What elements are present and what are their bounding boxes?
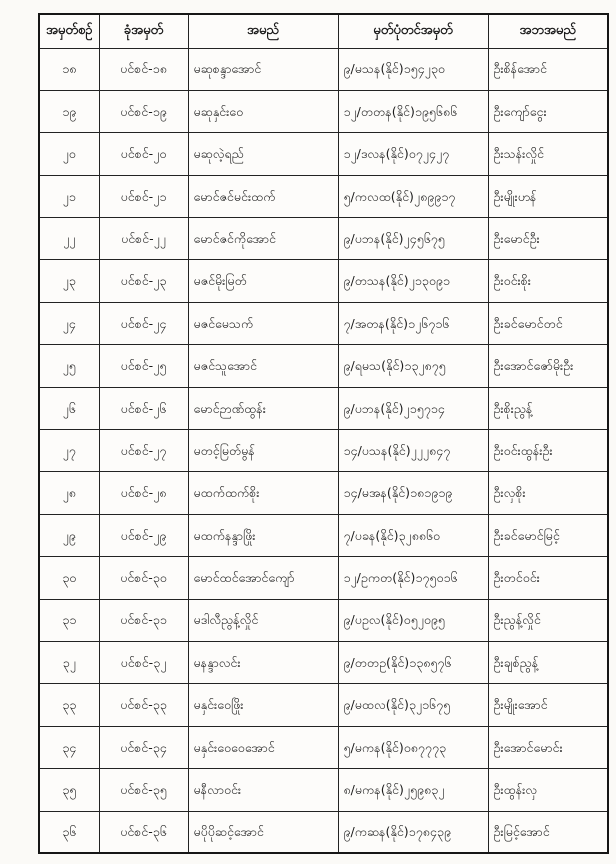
registration-number-cell: ၁၄/ပသန(နိုင်)၂၂၂၈၄၇ (338, 430, 488, 472)
name-cell: မဆုလဲ့ရည် (188, 133, 338, 175)
name-cell: မပိုပိုဆင့်အောင် (188, 811, 338, 853)
registration-number-cell: ၈/မကန(နိုင်)၂၅၉၈၃၂ (338, 769, 488, 811)
father-name-cell: ဦးတင်ဝင်း (488, 557, 608, 599)
name-cell: မနန္ဒာလင်း (188, 641, 338, 683)
seat-number-cell: ပင်စင်-၃၃ (99, 684, 188, 726)
serial-cell: ၂၁ (39, 175, 99, 217)
name-cell: မဆုနှင်းဝေ (188, 90, 338, 132)
serial-cell: ၃၃ (39, 684, 99, 726)
registration-number-cell: ၉/တတဥ(နိုင်)၁၃၈၅၇၆ (338, 641, 488, 683)
father-name-cell: ဦးခင်မောင်မြင့် (488, 514, 608, 556)
seat-number-cell: ပင်စင်-၁၉ (99, 90, 188, 132)
serial-cell: ၁၈ (39, 48, 99, 90)
table-row (39, 175, 608, 217)
registration-number-cell: ၉/မထလ(နိုင်)၃၂၁၆၇၅ (338, 684, 488, 726)
column-header-serial: အမှတ်စဉ် (39, 14, 99, 48)
father-name-cell: ဦးစိုးညွန့် (488, 387, 608, 429)
serial-cell: ၂၅ (39, 345, 99, 387)
name-cell: မနှင်းဝေဖြိုး (188, 684, 338, 726)
serial-cell: ၃၁ (39, 599, 99, 641)
column-header-name: အမည် (188, 14, 338, 48)
table-row (39, 345, 608, 387)
column-header-seat-number: ခုံအမှတ် (99, 14, 188, 48)
serial-cell: ၃၀ (39, 557, 99, 599)
name-cell: မောင်ဉာဏ်ထွန်း (188, 387, 338, 429)
seat-number-cell: ပင်စင်-၂၀ (99, 133, 188, 175)
table-row (39, 218, 608, 260)
registration-number-cell: ၁၂/ဒလန(နိုင်)၀၇၂၄၂၇ (338, 133, 488, 175)
serial-cell: ၂၈ (39, 472, 99, 514)
father-name-cell: ဦးချစ်ညွန့် (488, 641, 608, 683)
table-row (39, 260, 608, 302)
serial-cell: ၂၉ (39, 514, 99, 556)
name-cell: မနှင်းဝေဝေအောင် (188, 726, 338, 768)
seat-number-cell: ပင်စင်-၃၀ (99, 557, 188, 599)
registration-number-cell: ၉/ပဥလ(နိုင်)၀၅၂၀၉၅ (338, 599, 488, 641)
seat-number-cell: ပင်စင်-၂၂ (99, 218, 188, 260)
father-name-cell: ဦးအောင်မောင်း (488, 726, 608, 768)
serial-cell: ၂၆ (39, 387, 99, 429)
seat-number-cell: ပင်စင်-၃၅ (99, 769, 188, 811)
seat-number-cell: ပင်စင်-၃၄ (99, 726, 188, 768)
father-name-cell: ဦးအောင်ဇော်မိုးဦး (488, 345, 608, 387)
father-name-cell: ဦးစိန်အောင် (488, 48, 608, 90)
registration-number-cell: ၇/အတန(နိုင်)၁၂၆၇၁၆ (338, 302, 488, 344)
table-row (39, 557, 608, 599)
seat-number-cell: ပင်စင်-၂၈ (99, 472, 188, 514)
father-name-cell: ဦးထွန်းလှ (488, 769, 608, 811)
table-row (39, 90, 608, 132)
registration-number-cell: ၁၂/ဥကတ(နိုင်)၁၇၅၀၁၆ (338, 557, 488, 599)
father-name-cell: ဦးဝင်းထွန်းဦး (488, 430, 608, 472)
roll-list-table (38, 13, 609, 854)
name-cell: မောင်ဇင်ကိုအောင် (188, 218, 338, 260)
registration-number-cell: ၇/ပခန(နိုင်)၃၂၈၈၆၀ (338, 514, 488, 556)
registration-number-cell: ၉/ကဆန(နိုင်)၁၇၈၄၃၉ (338, 811, 488, 853)
serial-cell: ၂၇ (39, 430, 99, 472)
serial-cell: ၃၅ (39, 769, 99, 811)
father-name-cell: ဦးမောင်ဦး (488, 218, 608, 260)
table-row (39, 302, 608, 344)
seat-number-cell: ပင်စင်-၁၈ (99, 48, 188, 90)
column-header-registration-number: မှတ်ပုံတင်အမှတ် (338, 14, 488, 48)
seat-number-cell: ပင်စင်-၂၄ (99, 302, 188, 344)
name-cell: မတင့်မြတ်မွန် (188, 430, 338, 472)
name-cell: မဆုစန္ဒာအောင် (188, 48, 338, 90)
seat-number-cell: ပင်စင်-၂၆ (99, 387, 188, 429)
name-cell: မထက်နန္ဒာဖြိုး (188, 514, 338, 556)
serial-cell: ၂၄ (39, 302, 99, 344)
registration-number-cell: ၅/ကလထ(နိုင်)၂၈၉၉၁၇ (338, 175, 488, 217)
registration-number-cell: ၁၂/တတန(နိုင်)၁၉၅၆၈၆ (338, 90, 488, 132)
table-row (39, 430, 608, 472)
table-row (39, 599, 608, 641)
seat-number-cell: ပင်စင်-၂၅ (99, 345, 188, 387)
registration-number-cell: ၉/ရမသ(နိုင်)၁၃၂၈၇၅ (338, 345, 488, 387)
serial-cell: ၂၃ (39, 260, 99, 302)
father-name-cell: ဦးလှစိုး (488, 472, 608, 514)
registration-number-cell: ၉/ပဘန(နိုင်)၂၄၅၆၇၅ (338, 218, 488, 260)
name-cell: မဇင်မေသက် (188, 302, 338, 344)
seat-number-cell: ပင်စင်-၂၇ (99, 430, 188, 472)
serial-cell: ၃၆ (39, 811, 99, 853)
seat-number-cell: ပင်စင်-၃၂ (99, 641, 188, 683)
registration-number-cell: ၉/မသန(နိုင်)၁၅၄၂၃၀ (338, 48, 488, 90)
registration-number-cell: ၉/ပဘန(နိုင်)၂၁၅၇၁၄ (338, 387, 488, 429)
table-row (39, 684, 608, 726)
father-name-cell: ဦးမြင့်အောင် (488, 811, 608, 853)
table-row (39, 133, 608, 175)
serial-cell: ၂၂ (39, 218, 99, 260)
table-row (39, 641, 608, 683)
seat-number-cell: ပင်စင်-၃၆ (99, 811, 188, 853)
seat-number-cell: ပင်စင်-၂၃ (99, 260, 188, 302)
table-row (39, 48, 608, 90)
seat-number-cell: ပင်စင်-၂၉ (99, 514, 188, 556)
name-cell: မထက်ထက်စိုး (188, 472, 338, 514)
table-row (39, 514, 608, 556)
column-header-father-name: အဘအမည် (488, 14, 608, 48)
table-header-row (39, 14, 608, 48)
table-row (39, 726, 608, 768)
father-name-cell: ဦးခင်မောင်တင် (488, 302, 608, 344)
serial-cell: ၃၂ (39, 641, 99, 683)
table-row (39, 472, 608, 514)
table-row (39, 769, 608, 811)
father-name-cell: ဦးမျိုးအောင် (488, 684, 608, 726)
father-name-cell: ဦးဝင်းစိုး (488, 260, 608, 302)
name-cell: မနီလာဝင်း (188, 769, 338, 811)
table-row (39, 811, 608, 853)
seat-number-cell: ပင်စင်-၂၁ (99, 175, 188, 217)
registration-number-cell: ၁၄/မအန(နိုင်)၁၈၁၉၁၉ (338, 472, 488, 514)
father-name-cell: ဦးသန်းလှိုင် (488, 133, 608, 175)
serial-cell: ၃၄ (39, 726, 99, 768)
name-cell: မဒါလီညွန့်လှိုင် (188, 599, 338, 641)
name-cell: မဇင်သူအောင် (188, 345, 338, 387)
father-name-cell: ဦးကျော်ငွေး (488, 90, 608, 132)
table-body (39, 48, 608, 853)
father-name-cell: ဦးမျိုးဟန် (488, 175, 608, 217)
seat-number-cell: ပင်စင်-၃၁ (99, 599, 188, 641)
name-cell: မောင်ထင်အောင်ကျော် (188, 557, 338, 599)
father-name-cell: ဦးညွန့်လှိုင် (488, 599, 608, 641)
registration-number-cell: ၅/မကန(နိုင်)၀၈၇၇၇၃ (338, 726, 488, 768)
serial-cell: ၂၀ (39, 133, 99, 175)
serial-cell: ၁၉ (39, 90, 99, 132)
registration-number-cell: ၉/တသန(နိုင်)၂၁၃၀၉၁ (338, 260, 488, 302)
name-cell: မဇင်မိုးမြတ် (188, 260, 338, 302)
name-cell: မောင်ဇင်မင်းထက် (188, 175, 338, 217)
table-row (39, 387, 608, 429)
